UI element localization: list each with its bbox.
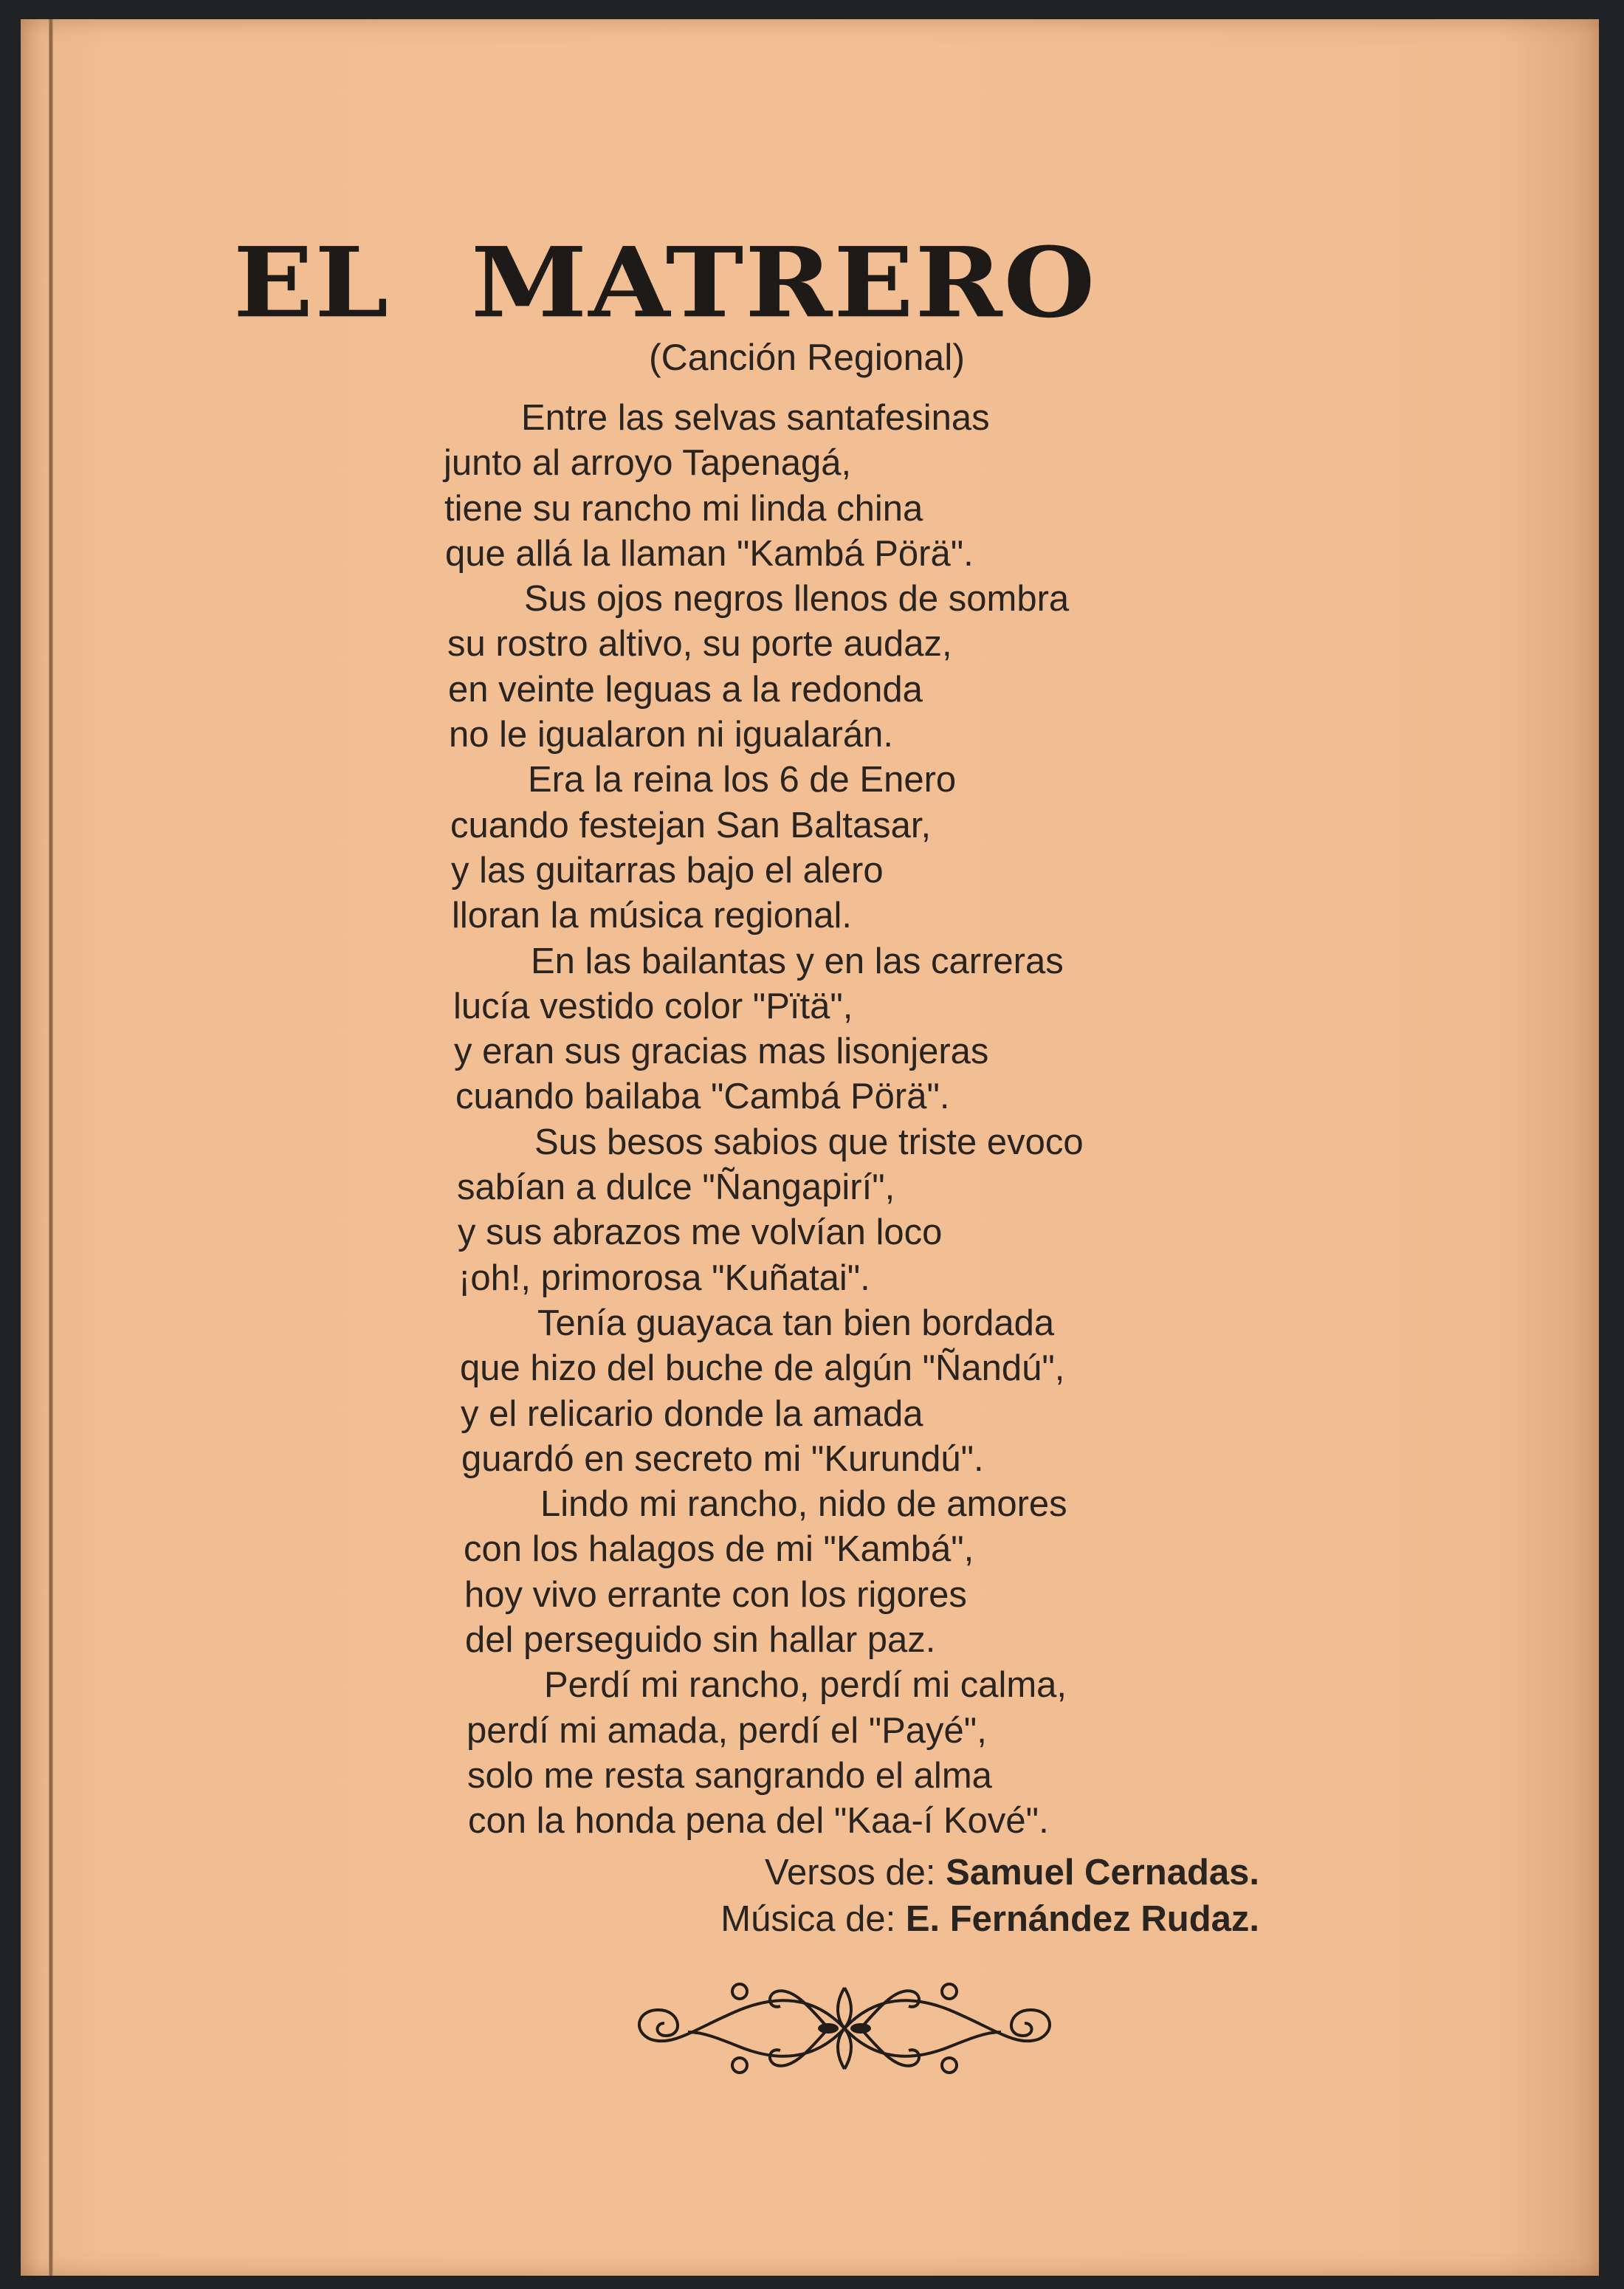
poem-line: y sus abrazos me volvían loco — [458, 1212, 943, 1253]
poem-line: Era la reina los 6 de Enero — [528, 760, 957, 800]
title-word-el: EL — [233, 226, 390, 340]
decorative-scroll-ornament-icon — [629, 1973, 1060, 2084]
music-credit — [720, 1896, 1259, 1943]
poem-line: sabían a dulce "Ñangapirí", — [457, 1167, 895, 1208]
lyrics-credit — [720, 1850, 1259, 1896]
poem-line: del perseguido sin hallar paz. — [465, 1620, 936, 1661]
poem-line: tiene su rancho mi linda china — [444, 488, 923, 529]
poem-line: con la honda pena del "Kaa-í Kové". — [468, 1801, 1049, 1842]
poem-line: que hizo del buche de algún "Ñandú", — [460, 1348, 1065, 1389]
poem-line: Tenía guayaca tan bien bordada — [537, 1303, 1055, 1343]
poem-line: perdí mi amada, perdí el "Payé", — [467, 1710, 987, 1751]
poem-line: ¡oh!, primorosa "Kuñatai". — [458, 1257, 870, 1298]
music-label: Música de: — [720, 1899, 896, 1939]
poem-line: no le igualaron ni igualarán. — [449, 715, 894, 755]
poem-line: cuando festejan San Baltasar, — [450, 805, 932, 845]
poem-line: Perdí mi rancho, perdí mi calma, — [544, 1665, 1067, 1706]
poem-line: junto al arroyo Tapenagá, — [444, 443, 852, 484]
poem-line: Lindo mi rancho, nido de amores — [540, 1484, 1067, 1525]
title-word-matrero: MATRERO — [471, 226, 1097, 340]
poem-body — [443, 396, 1084, 1844]
music-author: E. Fernández Rudaz. — [905, 1899, 1259, 1939]
poem-line: Entre las selvas santafesinas — [521, 398, 990, 438]
song-subtitle: (Canción Regional) — [648, 337, 965, 378]
poem-line: y las guitarras bajo el alero — [451, 850, 884, 890]
poem-line: lucía vestido color "Pïtä", — [453, 986, 853, 1026]
poem-line: cuando bailaba "Cambá Pörä". — [455, 1077, 950, 1117]
poem-line: Sus besos sabios que triste evoco — [534, 1122, 1084, 1162]
poem-line: En las bailantas y en las carreras — [531, 941, 1064, 981]
poem-line: que allá la llaman "Kambá Pörä". — [445, 533, 974, 574]
poem-line: y eran sus gracias mas lisonjeras — [454, 1032, 989, 1072]
poem-line: y el relicario donde la amada — [461, 1393, 923, 1434]
lyrics-author: Samuel Cernadas. — [946, 1853, 1259, 1892]
poem-line: lloran la música regional. — [452, 896, 852, 936]
poem-line: solo me resta sangrando el alma — [467, 1755, 992, 1796]
song-title — [233, 226, 1097, 340]
poem-line: guardó en secreto mi "Kurundú". — [461, 1438, 984, 1479]
poem-line: Sus ojos negros llenos de sombra — [524, 579, 1070, 620]
poem-line: su rostro altivo, su porte audaz, — [447, 624, 952, 665]
poem-line: hoy vivo errante con los rigores — [464, 1574, 967, 1615]
poem-line: en veinte leguas a la redonda — [448, 669, 923, 710]
credits — [720, 1850, 1259, 1943]
lyrics-label: Versos de: — [764, 1853, 936, 1892]
poem-line: con los halagos de mi "Kambá", — [464, 1529, 974, 1570]
